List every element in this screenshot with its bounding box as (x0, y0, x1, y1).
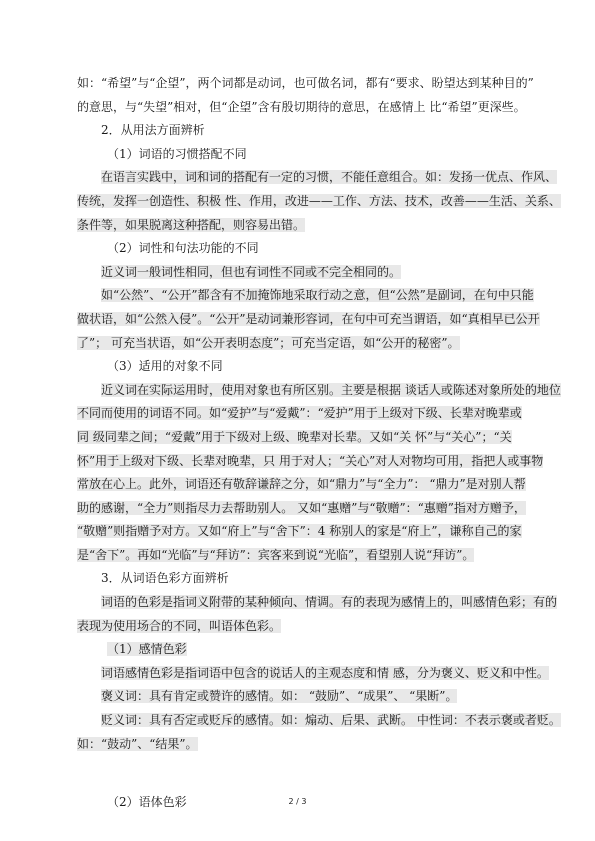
text-line (77, 450, 547, 474)
text-line-content: 做状语，如“公然入侵”。“公开”是动词兼形容词，在句中可充当谓语，如“真相早已公开 (77, 311, 540, 326)
text-line-content: “敬赠”则指赠予对方。又如“府上”与“舍下”：4 称别人的家是“府上”，谦称自己的家 (77, 524, 522, 539)
text-line (77, 308, 547, 332)
text-line (77, 332, 547, 356)
text-line (77, 72, 547, 96)
text-line-content: 是“舍下”。再如“光临”与“拜访”：宾客来到说“光临”，看望别人说“拜访”。 (77, 547, 475, 562)
text-line (77, 402, 547, 426)
text-line-content: （2）语体色彩 (107, 795, 187, 810)
text-line (77, 166, 558, 190)
text-line-content: 3．从词语色彩方面辨析 (101, 571, 229, 586)
text-line (77, 119, 547, 143)
text-line (77, 638, 547, 662)
document-body (77, 72, 561, 815)
text-line-content: （2）词性和句法功能的不同 (107, 241, 259, 256)
text-line-content: 褒义词：具有肯定或赞许的感情。如： “鼓励”、“成果”、 “果断”。 (101, 689, 458, 704)
text-line (77, 355, 547, 379)
text-line-content: 同 级同辈之间；“爱戴”用于下级对上级、晚辈对长辈。又如“关 怀”与“关心”；“关 (77, 429, 512, 444)
text-line (77, 544, 547, 568)
text-line (77, 591, 558, 615)
text-line-content: 条件等，如果脱离这种搭配，则容易出错。 (77, 217, 306, 232)
text-line-content: 如：“鼓动”、“结果”。 (77, 736, 198, 751)
text-line-content: 常放在心上。此外，词语还有敬辞谦辞之分，如“鼎力”与“全力”： “鼎力”是对别人帮 (77, 477, 526, 492)
text-line-content: 传统，发挥一创造性、积极 性、作用，改进——工作、方法、技术，改善——生活、关系、 (77, 193, 561, 208)
text-line-content: 近义词一般词性相同，但也有词性不同或不完全相同的。 (101, 264, 402, 279)
text-line-content: 不同而使用的词语不同。如“爱护”与“爱戴”：“爱护”用于上级对下级、长辈对晚辈或 (77, 406, 522, 421)
text-line (77, 685, 547, 709)
text-line (77, 520, 547, 544)
text-line (77, 284, 547, 308)
page-number: 2 / 3 (288, 797, 307, 806)
text-line (77, 567, 547, 591)
text-line-content: 词语感情色彩是指词语中包含的说话人的主观态度和情 感，分为褒义、贬义和中性。 (101, 665, 549, 680)
text-line-content: 如：“希望”与“企望”，两个词都是动词，也可做名词，都有“要求、盼望达到某种目的” (77, 76, 534, 90)
text-line (77, 426, 547, 450)
text-line (77, 237, 547, 261)
text-line-content: （1）词语的习惯搭配不同 (107, 146, 247, 161)
text-line (77, 143, 547, 167)
text-line (77, 733, 547, 757)
text-line (77, 709, 561, 733)
text-line (77, 190, 561, 214)
text-line-content: 2．从用法方面辨析 (101, 123, 205, 138)
text-line (77, 615, 547, 639)
text-line-content: 的意思，与“失望”相对，但“企望”含有殷切期待的意思，在感情上 比“希望”更深些。 (77, 99, 526, 114)
text-line-content: 贬义词：具有否定或贬斥的感情。如：煽动、后果、武断。 中性词：不表示褒或者贬。 (101, 713, 561, 728)
text-line-content: 近义词在实际运用时，使用对象也有所区别。主要是根据 谈话人或陈述对象所处的地位 (101, 382, 561, 397)
text-line-content: 表现为使用场合的不同，叫语体色彩。 (77, 618, 282, 633)
text-line (77, 214, 547, 238)
text-line-content: 词语的色彩是指词义附带的某种倾向、情调。有的表现为感情上的，叫感情色彩；有的 (101, 595, 558, 610)
text-line (77, 96, 547, 120)
text-line-content: 在语言实践中，词和词的搭配有一定的习惯，不能任意组合。如：发扬一优点、作风、 (101, 170, 558, 185)
text-line-content: （3）适用的对象不同 (107, 359, 223, 374)
text-line (77, 497, 547, 521)
text-line (77, 261, 547, 285)
text-line (77, 473, 547, 497)
text-line-content: 怀”用于上级对下级、长辈对晚辈，只 用于对人；“关心”对人对物均可用，指把人或事物 (77, 453, 544, 468)
text-line (77, 379, 561, 403)
text-line (77, 662, 547, 686)
paragraph-gap (77, 756, 547, 791)
text-line-content: 助的感谢，“全力”则指尽力去帮助别人。 又如“惠赠”与“敬赠”：“惠赠”指对方赠予， (77, 500, 526, 515)
text-line-content: 了”； 可充当状语，如“公开表明态度”；可充当定语，如“公开的秘密”。 (77, 335, 460, 350)
text-line-content: （1）感情色彩 (107, 642, 187, 657)
text-line-content: 如“公然”、“公开”都含有不加掩饰地采取行动之意，但“公然”是副词，在句中只能 (101, 288, 534, 303)
